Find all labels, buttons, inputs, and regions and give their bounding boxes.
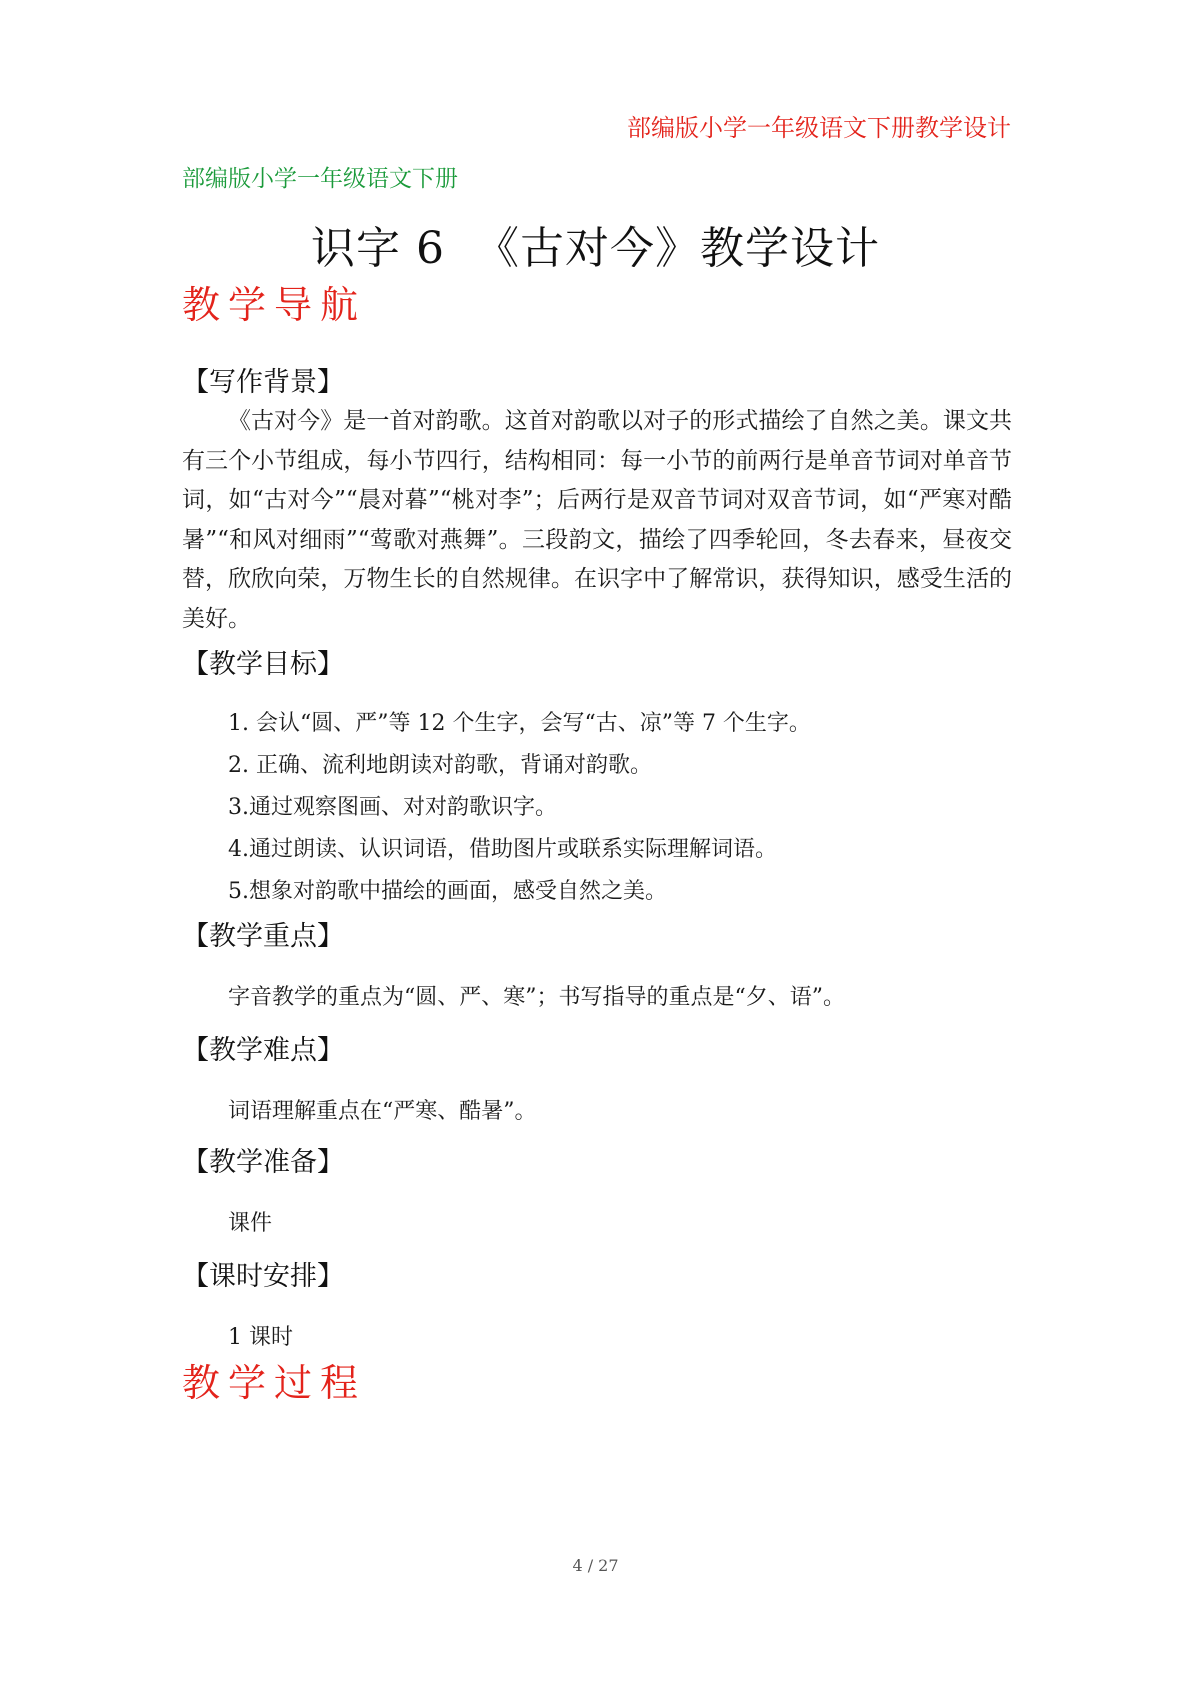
section-teaching-process: 教学过程 — [182, 1361, 367, 1405]
section-teaching-nav: 教学导航 — [182, 283, 367, 327]
heading-goals: 【教学目标】 — [182, 649, 344, 680]
key-points-text: 字音教学的重点为“圆、严、寒”；书写指导的重点是“夕、语”。 — [228, 985, 845, 1010]
heading-schedule: 【课时安排】 — [182, 1261, 344, 1292]
goal-item-5: 5.想象对韵歌中描绘的画面，感受自然之美。 — [228, 879, 667, 904]
doc-subtitle: 部编版小学一年级语文下册 — [182, 166, 458, 192]
heading-difficulties: 【教学难点】 — [182, 1035, 344, 1066]
heading-background: 【写作背景】 — [182, 367, 344, 398]
difficulties-text: 词语理解重点在“严寒、酷暑”。 — [228, 1099, 537, 1124]
heading-key-points: 【教学重点】 — [182, 921, 344, 952]
goal-item-4: 4.通过朗读、认识词语，借助图片或联系实际理解词语。 — [228, 837, 777, 862]
background-paragraph: 《古对今》是一首对韵歌。这首对韵歌以对子的形式描绘了自然之美。课文共有三个小节组成，每小节四行，结构相同：每一小节的前两行是单音节词对单音节词，如“古对今”“晨对暮”“桃对李”；后两行是双音节词对双音节词，如“严寒对酷暑”“和风对细雨”“莺歌对燕舞”。三段韵文，描绘了四季轮回，冬去春来，昼夜交替，欣欣向荣，万物生长的自然规律。在识字中了解常识，获得知识，感受生活的美好。 — [182, 408, 1012, 632]
page-indicator: 4 / 27 — [572, 1556, 619, 1575]
schedule-text: 1 课时 — [228, 1325, 293, 1350]
preparation-text: 课件 — [228, 1211, 273, 1236]
title-lesson-name: 《古对今》教学设计 — [474, 223, 880, 274]
running-header: 部编版小学一年级语文下册教学设计 — [627, 114, 1011, 142]
page-title — [0, 212, 1191, 276]
title-lesson-number: 识字 6 — [311, 223, 445, 274]
heading-preparation: 【教学准备】 — [182, 1147, 344, 1178]
goal-item-2: 2. 正确、流利地朗读对韵歌，背诵对韵歌。 — [228, 753, 652, 778]
goal-item-1: 1. 会认“圆、严”等 12 个生字，会写“古、凉”等 7 个生字。 — [228, 711, 811, 736]
goal-item-3: 3.通过观察图画、对对韵歌识字。 — [228, 795, 557, 820]
